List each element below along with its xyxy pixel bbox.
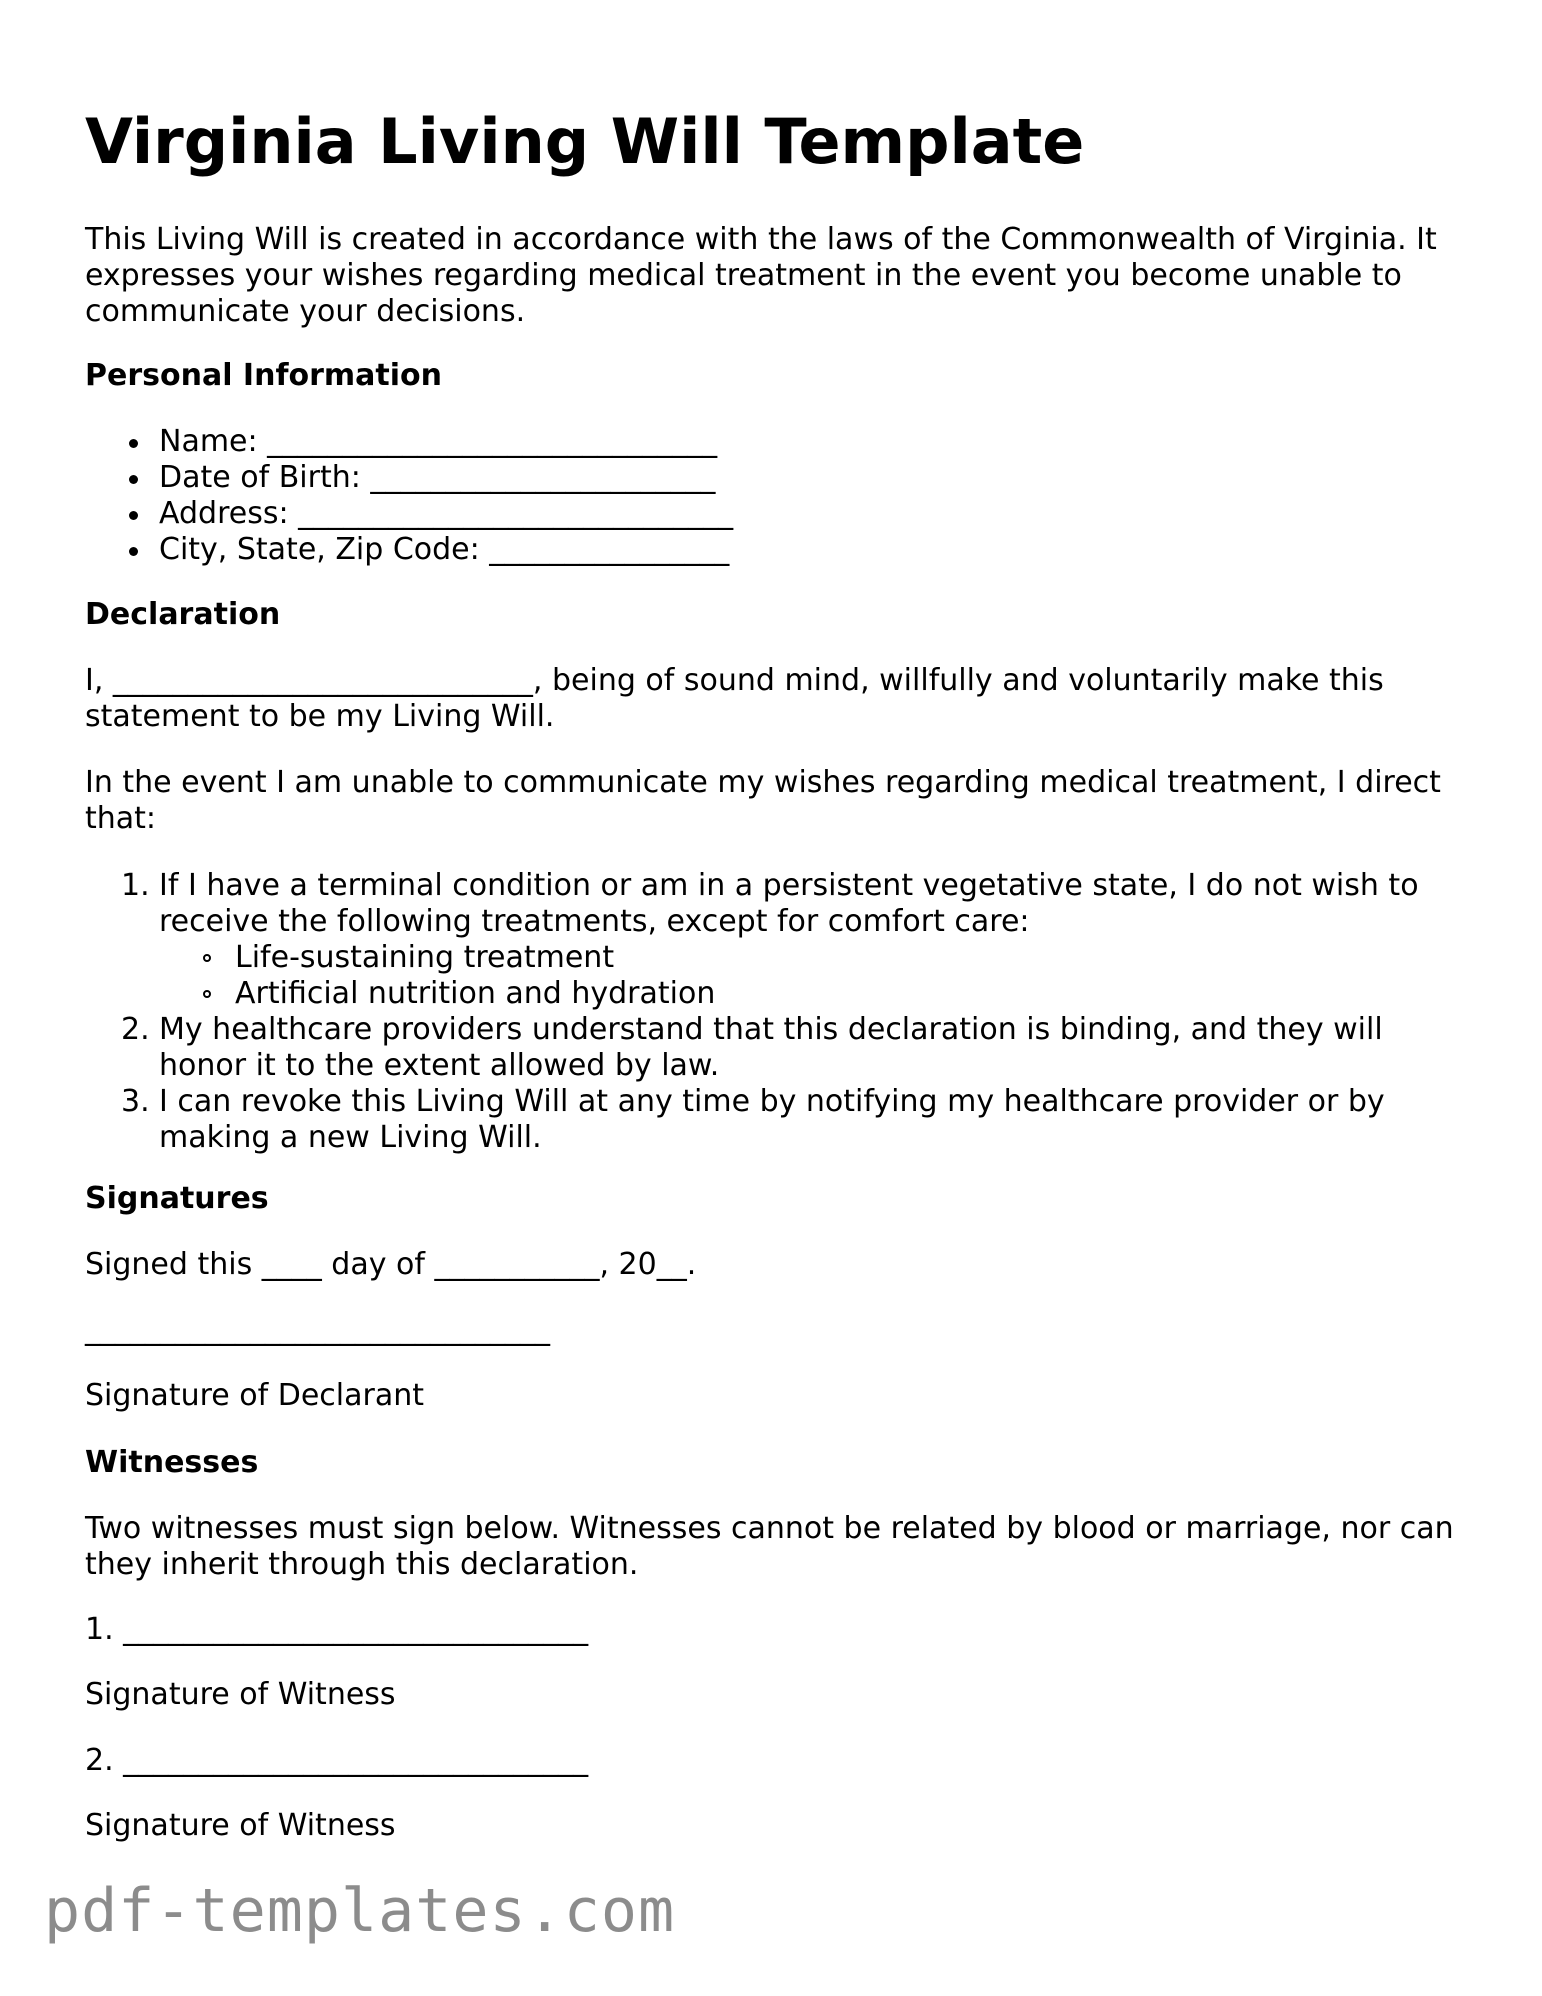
directive-text: My healthcare providers understand that this declaration is binding, and they will honor it to the extent allowed by law. bbox=[159, 1012, 1383, 1083]
witness-1-signature-label: Signature of Witness bbox=[85, 1677, 396, 1712]
list-item bbox=[85, 1012, 1465, 1084]
witness-2-signature-label: Signature of Witness bbox=[85, 1808, 396, 1843]
sub-list-item: Artificial nutrition and hydration bbox=[159, 976, 1465, 1012]
witnesses-instructions: Two witnesses must sign below. Witnesses cannot be related by blood or marriage, nor can they inherit through this declaration. bbox=[85, 1511, 1454, 1582]
declaration-directives-list bbox=[85, 868, 1465, 1156]
witness-1-signature-line: 1. _______________________________ bbox=[85, 1612, 589, 1647]
directive-text: I can revoke this Living Will at any time by notifying my healthcare provider or by making a new Living Will. bbox=[159, 1084, 1385, 1155]
declaration-heading: Declaration bbox=[85, 597, 281, 632]
list-item: Address: _____________________________ bbox=[85, 496, 1465, 532]
directive-text: If I have a terminal condition or am in a persistent vegetative state, I do not wish to receive the following treatments, except for comfort care: bbox=[159, 868, 1419, 939]
declarant-signature-line: _______________________________ bbox=[85, 1312, 550, 1347]
witnesses-heading: Witnesses bbox=[85, 1445, 259, 1480]
list-item: City, State, Zip Code: ________________ bbox=[85, 532, 1465, 568]
declarant-signature-label: Signature of Declarant bbox=[85, 1378, 424, 1413]
page-title: Virginia Living Will Template bbox=[85, 105, 1085, 178]
list-number: 1. bbox=[121, 868, 150, 903]
list-item: Date of Birth: _______________________ bbox=[85, 460, 1465, 496]
signatures-heading: Signatures bbox=[85, 1181, 269, 1216]
signed-date-line: Signed this ____ day of ___________, 20__. bbox=[85, 1247, 697, 1282]
witness-2-signature-line: 2. _______________________________ bbox=[85, 1743, 589, 1778]
personal-information-list bbox=[85, 424, 1465, 568]
list-item bbox=[85, 1084, 1465, 1156]
list-item bbox=[85, 868, 1465, 1012]
watermark: pdf-templates.com bbox=[44, 1876, 676, 1946]
declaration-direct: In the event I am unable to communicate my wishes regarding medical treatment, I direct that: bbox=[85, 765, 1441, 836]
treatments-sublist bbox=[159, 940, 1465, 1012]
intro-paragraph: This Living Will is created in accordance with the laws of the Commonwealth of Virginia. It expresses your wishes regarding medical treatment in the event you become unable to communicate your decisions. bbox=[85, 222, 1437, 329]
list-item: Name: ______________________________ bbox=[85, 424, 1465, 460]
list-number: 3. bbox=[121, 1084, 150, 1119]
list-number: 2. bbox=[121, 1012, 150, 1047]
declaration-statement: I, ____________________________, being of sound mind, willfully and voluntarily make this statement to be my Living Will. bbox=[85, 663, 1384, 734]
personal-information-heading: Personal Information bbox=[85, 358, 442, 393]
sub-list-item: Life-sustaining treatment bbox=[159, 940, 1465, 976]
